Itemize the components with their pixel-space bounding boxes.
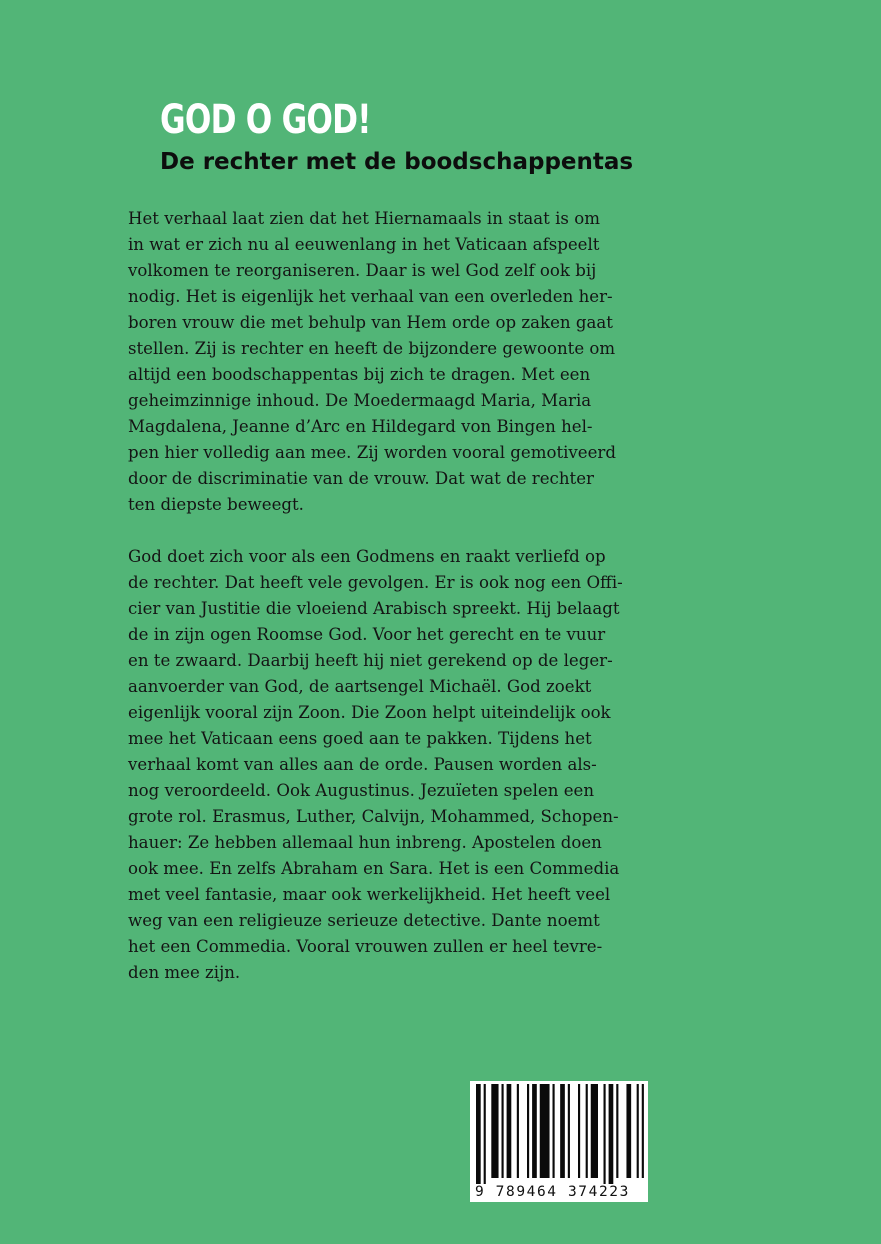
paragraph-spacer [128,518,648,544]
blurb-line: de in zijn ogen Roomse God. Voor het gerecht en te vuur [128,625,606,644]
blurb-line: ten diepste beweegt. [128,495,304,514]
blurb-line: en te zwaard. Daarbij heeft hij niet gerekend op de leger- [128,651,613,670]
blurb-line: boren vrouw die met behulp van Hem orde op zaken gaat [128,313,613,332]
barcode-bar [560,1084,565,1178]
blurb-line: Magdalena, Jeanne d’Arc en Hildegard von Bingen hel- [128,417,593,436]
blurb-line: de rechter. Dat heeft vele gevolgen. Er is ook nog een Offi- [128,573,623,592]
blurb-line: mee het Vaticaan eens goed aan te pakken. Tijdens het [128,729,592,748]
blurb [128,206,648,986]
blurb-line: altijd een boodschappentas bij zich te dragen. Met een [128,365,591,384]
isbn-number: 9 789464 374223 [475,1184,630,1200]
barcode-bar [502,1084,504,1178]
book-subtitle: De rechter met de boodschappentas [160,149,634,175]
barcode-bar [484,1084,486,1184]
barcode-bar [642,1084,644,1178]
blurb-line: cier van Justitie die vloeiend Arabisch spreekt. Hij belaagt [128,599,620,618]
barcode-bar [604,1084,606,1184]
barcode-bar [591,1084,598,1178]
barcode-bar [540,1084,550,1178]
barcode-bar [507,1084,512,1178]
blurb-line: God doet zich voor als een Godmens en raakt verliefd op [128,547,606,566]
blurb-line: nodig. Het is eigenlijk het verhaal van een overleden her- [128,287,613,306]
blurb-line: pen hier volledig aan mee. Zij worden vooral gemotiveerd [128,443,616,462]
blurb-line: aanvoerder van God, de aartsengel Michaël. God zoekt [128,677,592,696]
barcode-bar [476,1084,481,1184]
blurb-line: geheimzinnige inhoud. De Moedermaagd Maria, Maria [128,391,592,410]
blurb-line: met veel fantasie, maar ook werkelijkheid. Het heeft veel [128,885,611,904]
barcode-bar [532,1084,537,1178]
blurb-paragraph-1 [128,206,648,518]
blurb-line: eigenlijk vooral zijn Zoon. Die Zoon helpt uiteindelijk ook [128,703,611,722]
blurb-line: den mee zijn. [128,963,241,982]
isbn-barcode [470,1081,648,1202]
barcode-bar [568,1084,570,1178]
blurb-line: nog veroordeeld. Ook Augustinus. Jezuïeten spelen een [128,781,595,800]
blurb-line: in wat er zich nu al eeuwenlang in het Vaticaan afspeelt [128,235,600,254]
blurb-line: weg van een religieuze serieuze detective. Dante noemt [128,911,600,930]
blurb-paragraph-2 [128,544,648,986]
barcode-bar [553,1084,555,1178]
blurb-line: ook mee. En zelfs Abraham en Sara. Het is een Commedia [128,859,620,878]
blurb-line: door de discriminatie van de vrouw. Dat wat de rechter [128,469,594,488]
blurb-line: volkomen te reorganiseren. Daar is wel God zelf ook bij [128,261,597,280]
blurb-line: hauer: Ze hebben allemaal hun inbreng. Apostelen doen [128,833,602,852]
barcode-bar [586,1084,588,1178]
barcode-bar [578,1084,580,1178]
blurb-line: stellen. Zij is rechter en heeft de bijzondere gewoonte om [128,339,616,358]
book-title: GOD O GOD! [160,97,371,143]
barcode-bar [527,1084,529,1178]
barcode-bar [491,1084,498,1178]
blurb-line: grote rol. Erasmus, Luther, Calvijn, Mohammed, Schopen- [128,807,619,826]
blurb-line: Het verhaal laat zien dat het Hiernamaals in staat is om [128,209,600,228]
blurb-line: verhaal komt van alles aan de orde. Pausen worden als- [128,755,597,774]
barcode-bar [616,1084,618,1178]
barcode-bar [517,1084,519,1178]
blurb-line: het een Commedia. Vooral vrouwen zullen er heel tevre- [128,937,603,956]
barcode-bar [609,1084,614,1184]
barcode-bar [626,1084,631,1178]
barcode-bar [637,1084,639,1178]
